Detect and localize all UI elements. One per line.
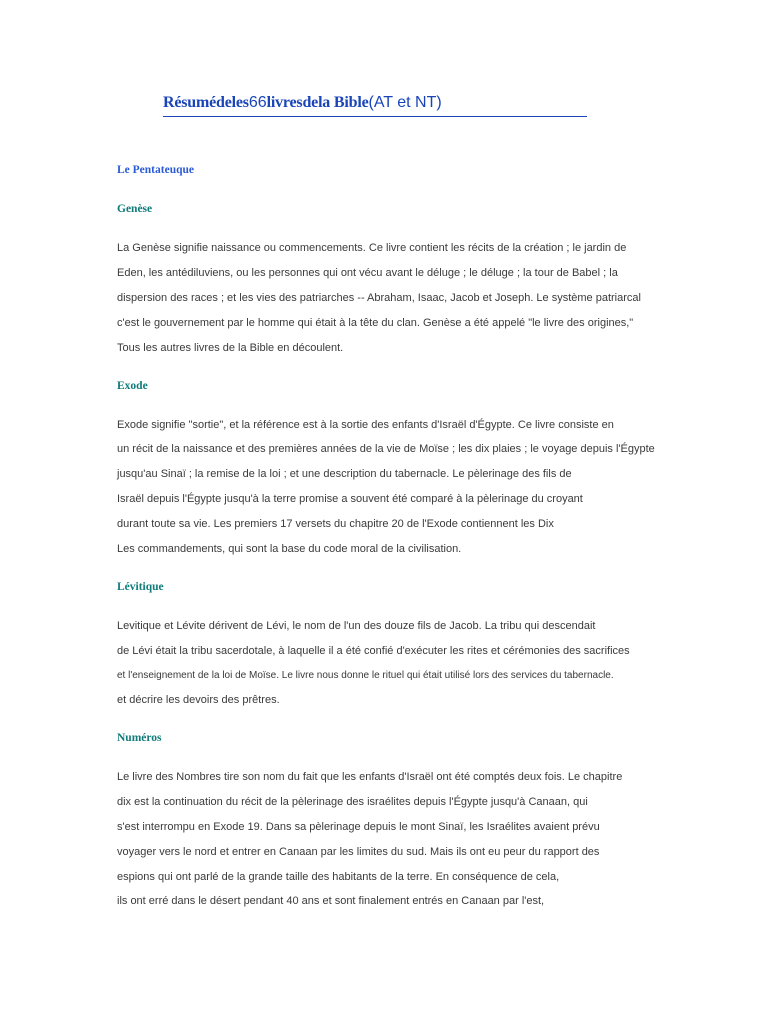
- nombres-line: voyager vers le nord et entrer en Canaan par les limites du sud. Mais ils ont eu peur du rapport des: [117, 846, 600, 858]
- genese-heading: Genèse: [117, 203, 153, 215]
- exode-line: Exode signifie "sortie", et la référence est à la sortie des enfants d'Israël d'Égypte. Ce livre consiste en: [117, 419, 614, 431]
- title-part: de: [302, 94, 319, 111]
- nombres-line: Le livre des Nombres tire son nom du fait que les enfants d'Israël ont été comptés deux fois. Le chapitre: [117, 771, 623, 783]
- document-title: [163, 92, 587, 117]
- nombres-line: ils ont erré dans le désert pendant 40 ans et sont finalement entrés en Canaan par l'est,: [117, 895, 545, 907]
- genese-line: dispersion des races ; et les vies des patriarches -- Abraham, Isaac, Jacob et Joseph. Le système patriarcal: [117, 292, 641, 304]
- title-part: (AT et NT): [368, 94, 442, 111]
- exode-line: Israël depuis l'Égypte jusqu'à la terre promise a souvent été comparé à la pèlerinage du croyant: [117, 493, 583, 505]
- title-part: la Bible: [318, 94, 369, 111]
- genese-line: Eden, les antédiluviens, ou les personnes qui ont vécu avant le déluge ; le déluge ; la tour de Babel ; la: [117, 267, 618, 279]
- exode-line: Les commandements, qui sont la base du code moral de la civilisation.: [117, 543, 462, 555]
- exode-line: jusqu'au Sinaï ; la remise de la loi ; et une description du tabernacle. Le pèlerinage des fils de: [117, 468, 572, 480]
- title-part: livres: [266, 94, 303, 111]
- exode-heading: Exode: [117, 380, 148, 392]
- title-part: Résumé: [163, 94, 217, 111]
- section-pentateuque-heading: Le Pentateuque: [117, 164, 194, 176]
- title-part: 66: [248, 94, 267, 111]
- genese-line: Tous les autres livres de la Bible en découlent.: [117, 342, 344, 354]
- levitique-line: de Lévi était la tribu sacerdotale, à laquelle il a été confié d'exécuter les rites et cérémonies des sacrifices: [117, 645, 630, 657]
- nombres-line: s'est interrompu en Exode 19. Dans sa pèlerinage depuis le mont Sinaï, les Israélites avaient prévu: [117, 821, 600, 833]
- title-part: les: [231, 94, 249, 111]
- levitique-heading: Lévitique: [117, 581, 164, 593]
- title-part: de: [216, 94, 232, 111]
- levitique-line: Levitique et Lévite dérivent de Lévi, le nom de l'un des douze fils de Jacob. La tribu qui descendait: [117, 620, 596, 632]
- exode-line: durant toute sa vie. Les premiers 17 versets du chapitre 20 de l'Exode contiennent les Dix: [117, 518, 554, 530]
- levitique-line: et l'enseignement de la loi de Moïse. Le livre nous donne le rituel qui était utilisé lors des services du tabernacle.: [117, 670, 614, 681]
- genese-line: La Genèse signifie naissance ou commencements. Ce livre contient les récits de la création ; le jardin de: [117, 242, 627, 254]
- nombres-line: dix est la continuation du récit de la pèlerinage des israélites depuis l'Égypte jusqu'à Canaan, qui: [117, 796, 588, 808]
- levitique-line: et décrire les devoirs des prêtres.: [117, 694, 280, 706]
- nombres-line: espions qui ont parlé de la grande taille des habitants de la terre. En conséquence de cela,: [117, 871, 560, 883]
- nombres-heading: Numéros: [117, 732, 162, 744]
- genese-line: c'est le gouvernement par le homme qui était à la tête du clan. Genèse a été appelé "le livre des origines,": [117, 317, 634, 329]
- exode-line: un récit de la naissance et des premières années de la vie de Moïse ; les dix plaies ; le voyage depuis l'Égypte: [117, 443, 655, 455]
